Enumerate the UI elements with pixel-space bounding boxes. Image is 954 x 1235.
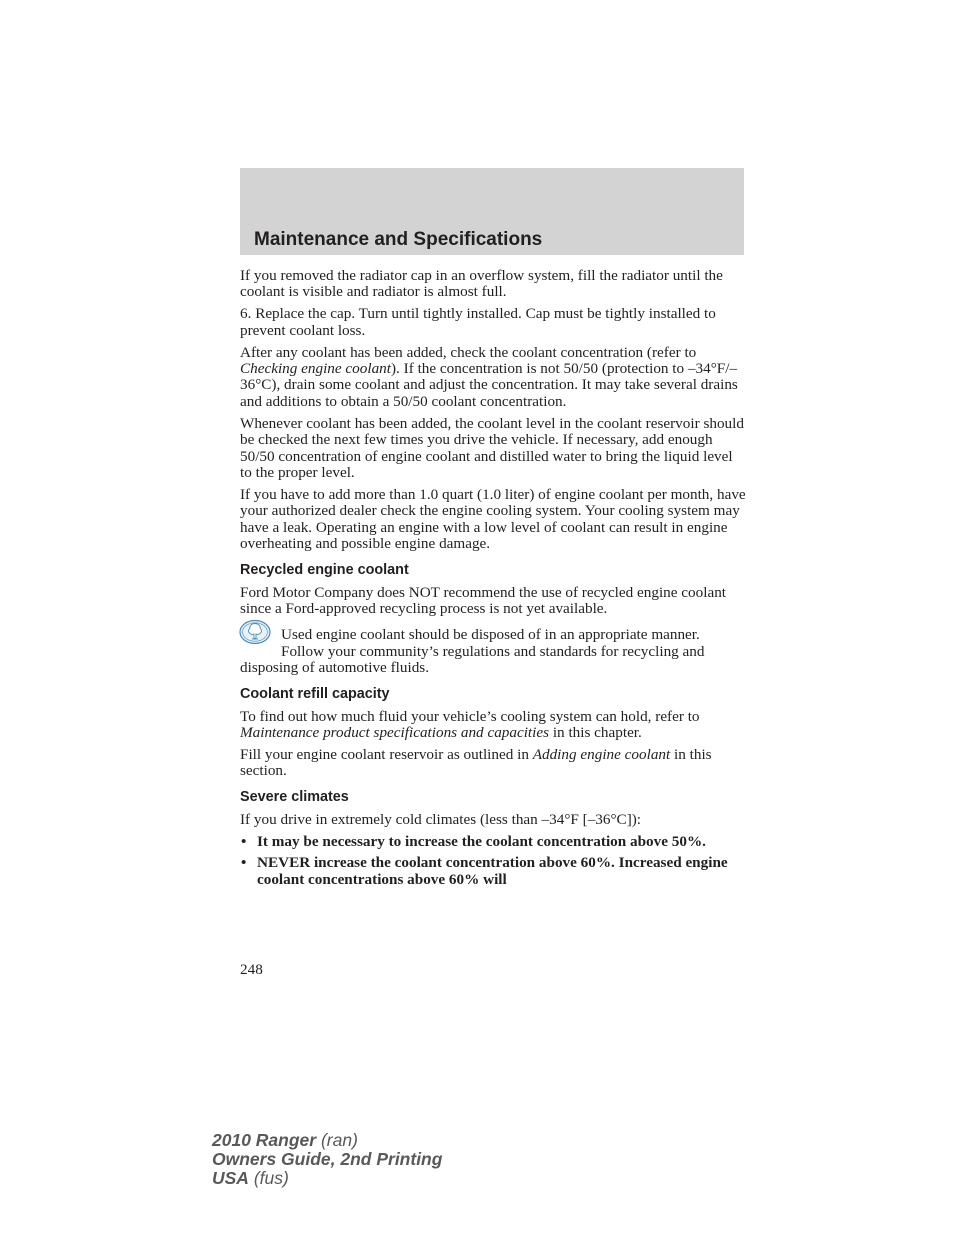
environment-note <box>240 627 746 676</box>
environment-tree-icon <box>239 619 271 645</box>
severe-climates-list <box>240 834 746 889</box>
section-title: Maintenance and Specifications <box>254 229 543 250</box>
paragraph-replace-cap: 6. Replace the cap. Turn until tightly installed. Cap must be tightly installed to prevent coolant loss. <box>240 305 716 339</box>
section-header-band <box>240 168 744 255</box>
environment-note-text: Used engine coolant should be disposed of in an appropriate manner. Follow your community’s regulations and standards for recycling and disposing of automotive fluids. <box>240 626 705 677</box>
heading-severe-climates: Severe climates <box>240 788 349 805</box>
page-number: 248 <box>240 961 263 978</box>
bullet-dot: • <box>241 832 247 850</box>
footer-region-line: USA (fus) <box>212 1168 289 1188</box>
heading-recycled-engine-coolant: Recycled engine coolant <box>240 561 409 578</box>
paragraph-leak-warning: If you have to add more than 1.0 quart (1.0 liter) of engine coolant per month, have your authorized dealer check the engine cooling system. Your cooling system may have a leak. Operating an engine with a low level of coolant can result in engine overheating and possible engine damage. <box>240 485 746 553</box>
paragraph-cold-climates: If you drive in extremely cold climates (less than –34°F [–36°C]): <box>240 810 642 828</box>
footer-printing-line: Owners Guide, 2nd Printing <box>212 1149 443 1169</box>
paragraph-refill-capacity: To find out how much fluid your vehicle’s cooling system can hold, refer to Maintenance product specifications and capacities in this chapter. <box>240 707 700 741</box>
paragraph-check-concentration: After any coolant has been added, check the coolant concentration (refer to Checking engine coolant). If the concentration is not 50/50 (protection to –34°F/–36°C), drain some coolant and adjust the concentration. It may take several drains and additions to obtain a 50/50 coolant concentration. <box>240 343 738 410</box>
list-item: • It may be necessary to increase the coolant concentration above 50%. <box>241 832 706 850</box>
bullet-dot: • <box>241 854 247 872</box>
paragraph-recycled-coolant: Ford Motor Company does NOT recommend the use of recycled engine coolant since a Ford-approved recycling process is not yet available. <box>240 583 727 617</box>
heading-coolant-refill-capacity: Coolant refill capacity <box>240 685 390 702</box>
page-content <box>240 268 746 894</box>
paragraph-fill-reservoir: Fill your engine coolant reservoir as outlined in Adding engine coolant in this section. <box>240 745 712 780</box>
cross-reference-adding-engine-coolant: Adding engine coolant <box>532 745 671 763</box>
footer-model-line: 2010 Ranger (ran) <box>212 1130 358 1150</box>
paragraph-overflow-system: If you removed the radiator cap in an overflow system, fill the radiator until the coolant is visible and radiator is almost full. <box>240 267 723 301</box>
document-footer <box>212 1131 442 1188</box>
list-item: • NEVER increase the coolant concentration above 60%. Increased engine coolant concentrations above 60% will <box>241 854 728 888</box>
cross-reference-checking-engine-coolant: Checking engine coolant <box>240 360 391 378</box>
paragraph-check-reservoir: Whenever coolant has been added, the coolant level in the coolant reservoir should be checked the next few times you drive the vehicle. If necessary, add enough 50/50 concentration of engine coolant and distilled water to bring the liquid level to the proper level. <box>240 414 744 481</box>
cross-reference-maintenance-specifications: Maintenance product specifications and capacities <box>240 723 550 741</box>
